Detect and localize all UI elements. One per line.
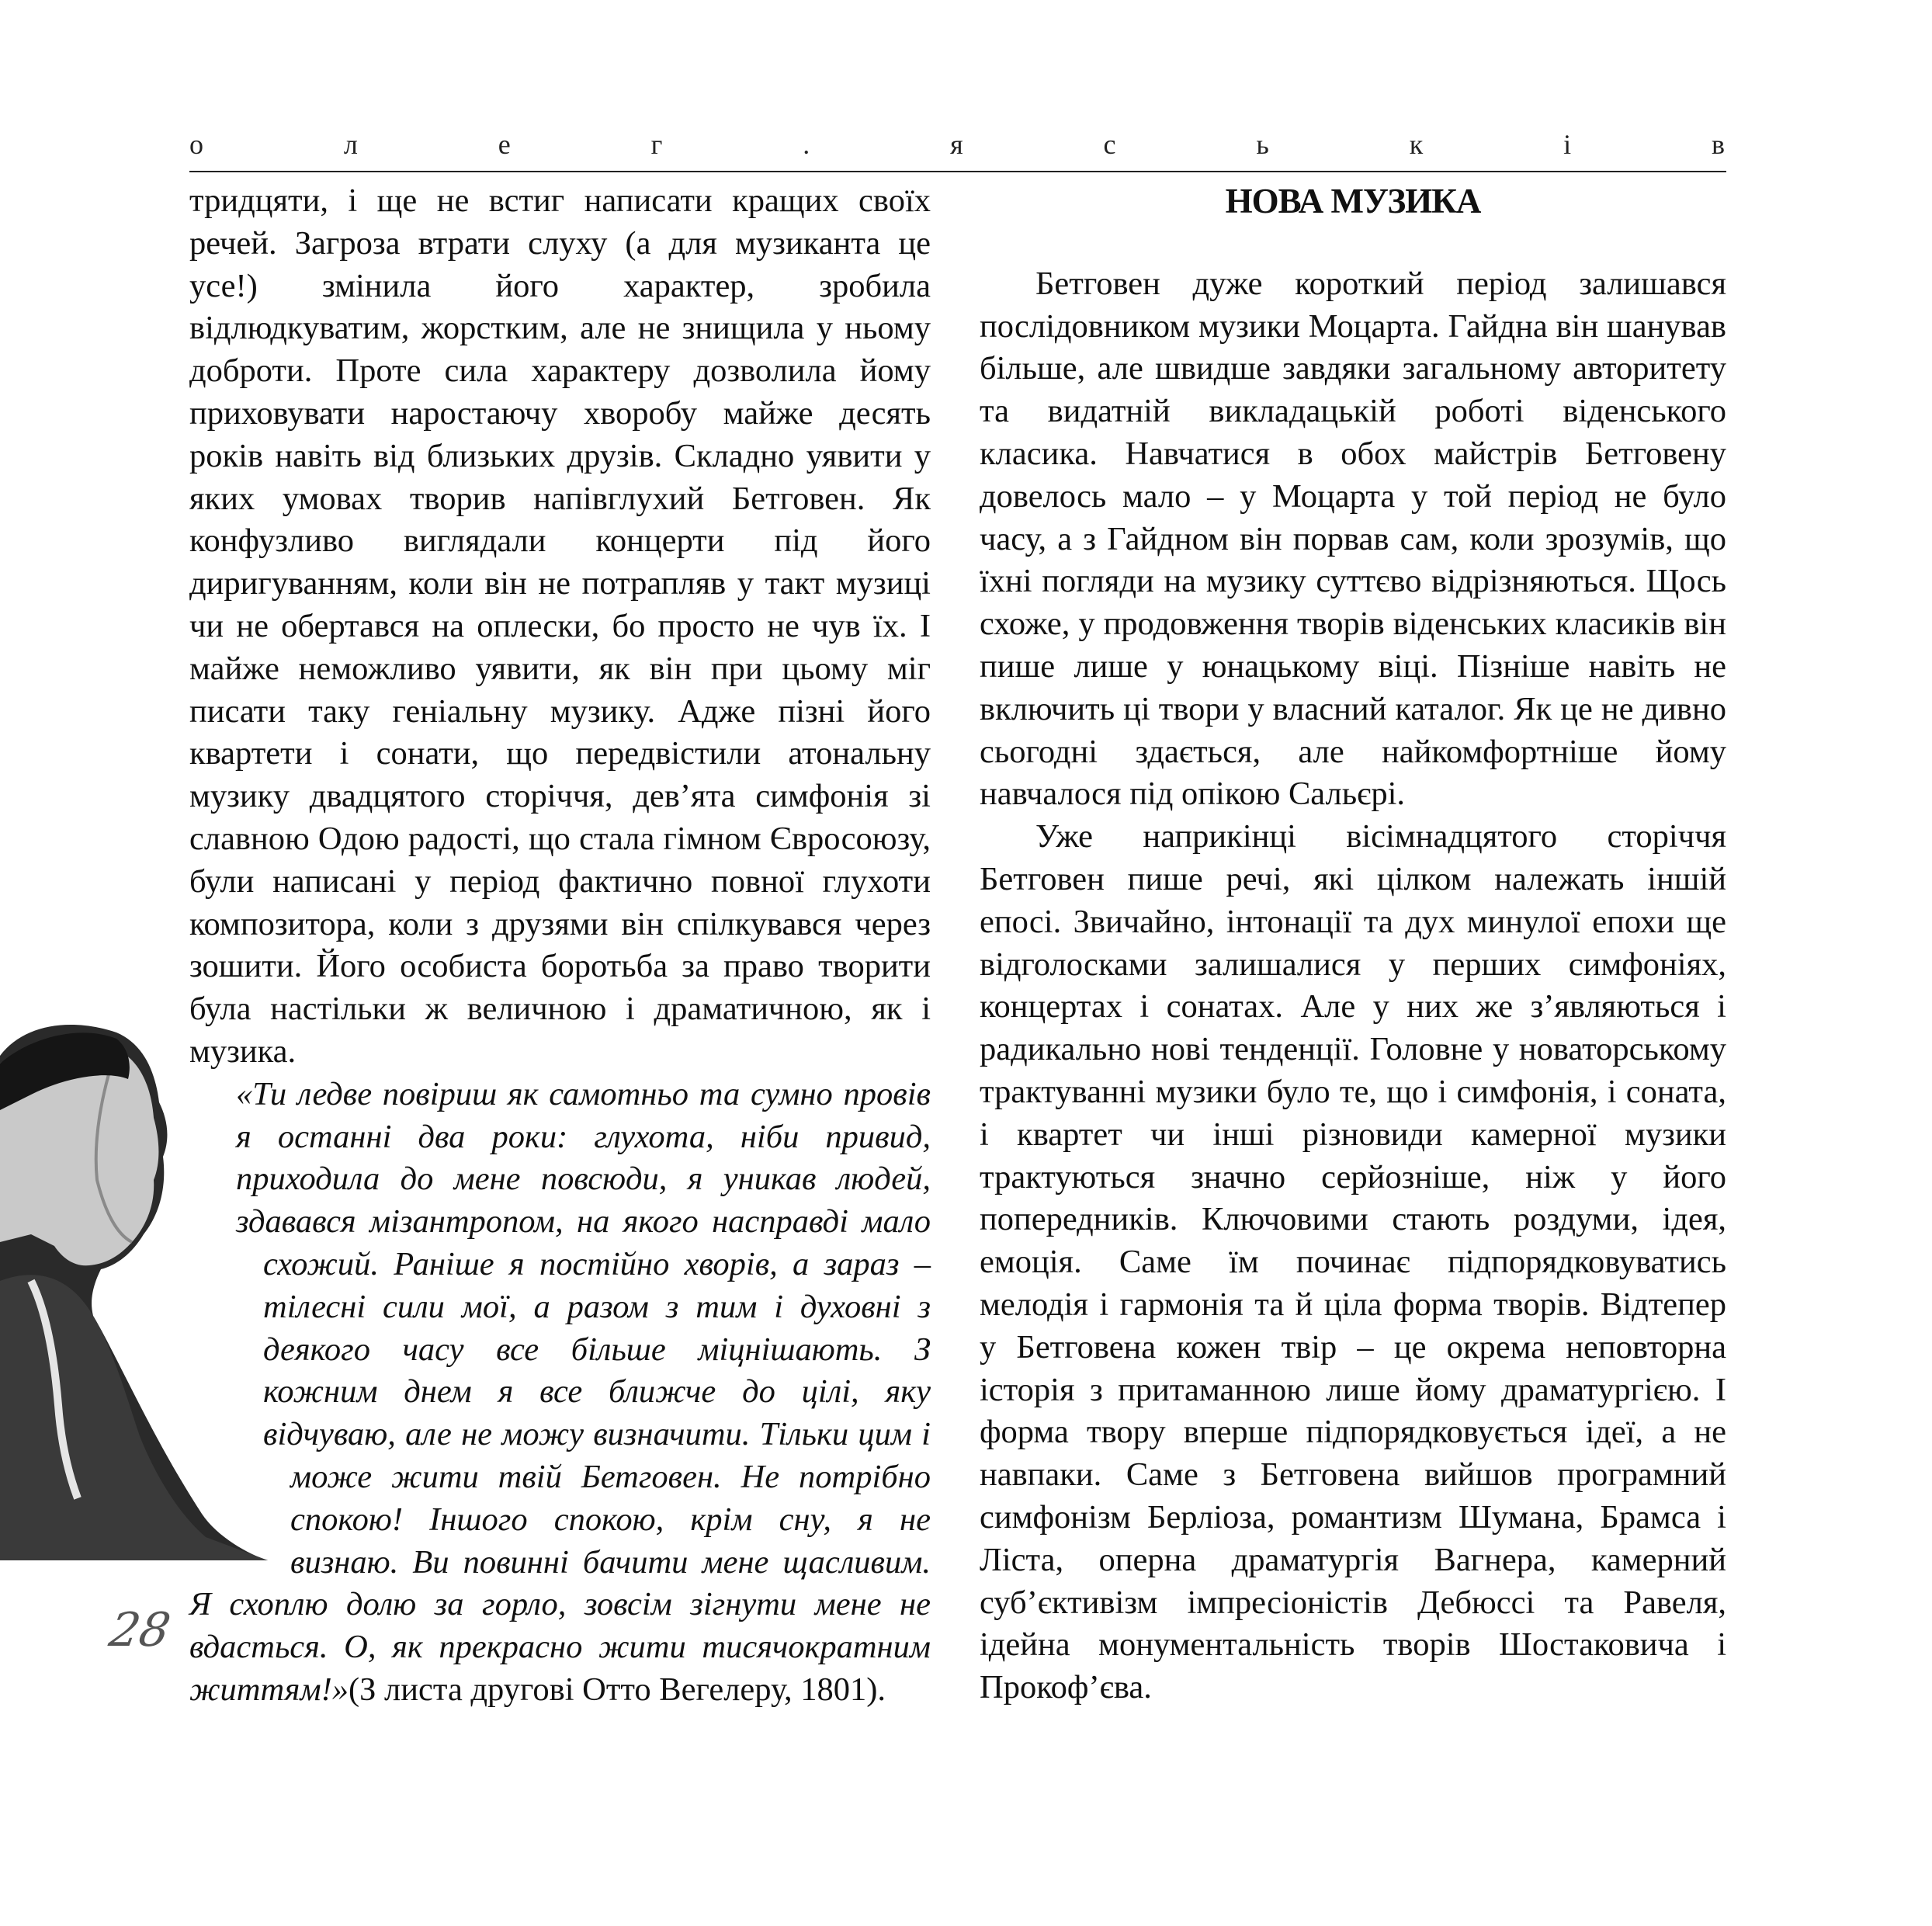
header-letter: в xyxy=(1711,129,1726,160)
header-letter: ь xyxy=(1256,129,1271,160)
header-letter: і xyxy=(1563,129,1573,160)
header-letter: . xyxy=(803,129,812,160)
running-header xyxy=(189,123,1726,166)
page-number: 28 xyxy=(105,1603,175,1657)
header-letter: г xyxy=(650,129,664,160)
header-letter: с xyxy=(1103,129,1118,160)
header-letter: е xyxy=(498,129,512,160)
right-column xyxy=(980,180,1726,1709)
header-divider xyxy=(189,171,1726,172)
header-letter: к xyxy=(1409,129,1425,160)
quote-text: «Ти ледве повіриш як самотньо та сумно провів я останні два роки: глухота, ніби привид, приходила до мене повсюди, я уникав людей, здавався мізантропом, на якого насправді мало схожий. Раніше я постійно хворів, а зараз – тілесні сили мої, а разом з тим і духовні з деякого часу все більше міцнішають. З кожним днем я все ближче до цілі, яку відчуваю, але не можу визначити. Тільки цим і може жити твій Бетговен. Не потрібно спокою! Іншого спокою, крім сну, я не визнаю. Ви повинні бачити мене щасливим. Я схоплю долю за горло, зовсім зігнути мене не вдасться. О, як прекрасно жити тисячократним життям!» xyxy=(189,1075,931,1708)
section-title: НОВА МУЗИКА xyxy=(1225,182,1481,220)
author-portrait xyxy=(0,1001,268,1560)
body-paragraph: Уже наприкінці вісімнадцятого сторіччя Бетговен пише речі, які цілком належать іншій епосі. Звичайно, інтонації та дух минулої епохи ще відголосками залишалися у перших симфоніях, концертах і сонатах. Але у них же з’являються і радикально нові тенденції. Головне у новаторському трактуванні музики було те, що і симфонія, і соната, і квартет чи інші різновиди камерної музики трактуються значно серйозніше, ніж у його попередників. Ключовими стають роздуми, ідея, емоція. Саме їм починає підпорядковуватись мелодія і гармонія та й ціла форма творів. Відтепер у Бетговена кожен твір – це окрема неповторна історія з притаманною лише йому драматургією. І форма твору вперше підпорядковується ідеї, а не навпаки. Саме з Бетговена вийшов програмний симфонізм Берліоза, романтизм Шумана, Брамса і Ліста, оперна драматургія Вагнера, камерний суб’єктивізм імпресіоністів Дебюссі та Равеля, ідейна монументальність творів Шостаковича і Прокоф’єва. xyxy=(980,818,1726,1706)
quote-source: (З листа другові Отто Вегелеру, 1801). xyxy=(348,1671,886,1708)
header-letter: о xyxy=(189,129,205,160)
header-letter: я xyxy=(950,129,965,160)
beethoven-quote xyxy=(189,1074,931,1712)
body-paragraph: тридцяти, і ще не встиг написати кращих своїх речей. Загроза втрати слуху (а для музиканта це усе!) змінила його характер, зробила відлюдкуватим, жорстким, але не знищила у ньому доброти. Проте сила характеру дозволила йому приховувати наростаючу хворобу майже десять років навіть від близьких друзів. Складно уявити у яких умовах творив напівглухий Бетговен. Як конфузливо виглядали концерти під його диригуванням, коли він не потрапляв у такт музиці чи не обертався на оплески, бо просто не чув їх. І майже неможливо уявити, як він при цьому міг писати таку геніальну музику. Адже пізні його квартети і сонати, що передвістили атональну музику двадцятого сторіччя, дев’ята симфонія зі славною Одою радості, що стала гімном Євросоюзу, були написані у період фактично повної глухоти композитора, коли з друзями він спілкувався через зошити. Його особиста боротьба за право творити була настільки ж величною і драматичною, як і музика. xyxy=(189,182,931,1070)
header-letter: л xyxy=(343,129,359,160)
left-column xyxy=(189,180,931,1712)
body-paragraph: Бетговен дуже короткий період залишався послідовником музики Моцарта. Гайдна він шанував більше, але швидше завдяки загальному авторитету та видатній викладацькій роботі віденського класика. Навчатися в обох майстрів Бетговену довелось мало – у Моцарта у той період не було часу, а з Гайдном він порвав сам, коли зрозумів, що їхні погляди на музику суттєво відрізняються. Щось схоже, у продовження творів віденських класиків він пише лише у юнацькому віці. Пізніше навіть не включить ці твори у власний каталог. Як це не дивно сьогодні здається, але найкомфортніше йому навчалося під опікою Сальєрі. xyxy=(980,265,1726,813)
